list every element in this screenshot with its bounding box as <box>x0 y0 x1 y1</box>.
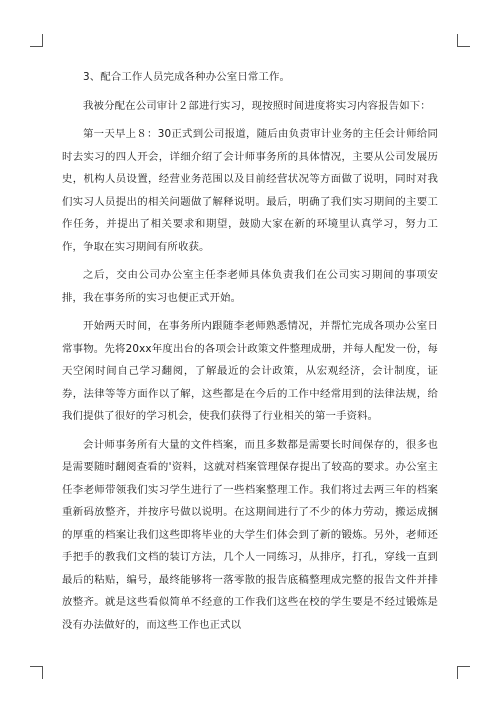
paragraph-first-day: 第一天早上８：30正式到公司报道，随后由负责审计业务的主任会计师给同时去实习的四人开会，详细介绍了会计师事务所的具体情况，主要从公司发展历史，机构人员设置，经营业务范围以及目前经营状况等方面做了说明，同时对我们实习人员提出的相关问题做了解释说明。最后，明确了我们实习期间的主要工作任务，并提出了相关要求和期望，鼓励大家在新的环境里认真学习，努力工作，争取在实习期间有所收获。 <box>62 128 438 253</box>
crop-mark-bottom-right <box>457 666 470 679</box>
paragraph-archives: 会计师事务所有大量的文件档案，而且多数都是需要长时间保存的，很多也是需要随时翻阅查看的'资料，这就对档案管理保存提出了较高的要求。办公室主任李老师带领我们实习学生进行了一些档案整理工作。我们将过去两三年的档案重新码放整齐，并按序号做以说明。在这期间进行了不少的体力劳动，搬运成捆的厚重的档案让我们这些即将毕业的大学生们体会到了新的锻炼。另外，老师还手把手的教我们文档的装订方法，几个人一同练习，从排序，打孔，穿线一直到最后的粘贴，编号，最终能够将一落零散的报告底稿整理成完整的报告文件并排放整齐。就是这些看似简单不经意的工作我们这些在校的学生要是不经过锻炼是没有办法做好的，而这些工作也正式以 <box>62 438 438 631</box>
paragraph-first-two-days: 开始两天时间，在事务所内跟随李老师熟悉情况，并帮忙完成各项办公室日常事物。先将20xx年度出台的各项会计政策文件整理成册，并每人配发一份，每天空闲时间自己学习翻阅，了解最近的会计政策，从宏观经济，会计制度，证券，法律等等方面作以了解，这些都是在今后的工作中经常用到的法律法规，给我们提供了很好的学习机会，使我们获得了行业相关的第一手资料。 <box>62 320 438 422</box>
crop-mark-top-right <box>457 34 470 47</box>
paragraph-assignment: 我被分配在公司审计２部进行实习，现按照时间进度将实习内容报告如下： <box>83 99 431 112</box>
crop-mark-top-left <box>30 34 43 47</box>
document-body <box>62 66 438 642</box>
crop-mark-bottom-left <box>30 666 43 679</box>
paragraph-task-3: 3、配合工作人员完成各种办公室日常工作。 <box>83 71 291 83</box>
paragraph-after: 之后，交由公司办公室主任李老师具体负责我们在公司实习期间的事项安排，我在事务所的实习也便正式开始。 <box>62 269 438 304</box>
